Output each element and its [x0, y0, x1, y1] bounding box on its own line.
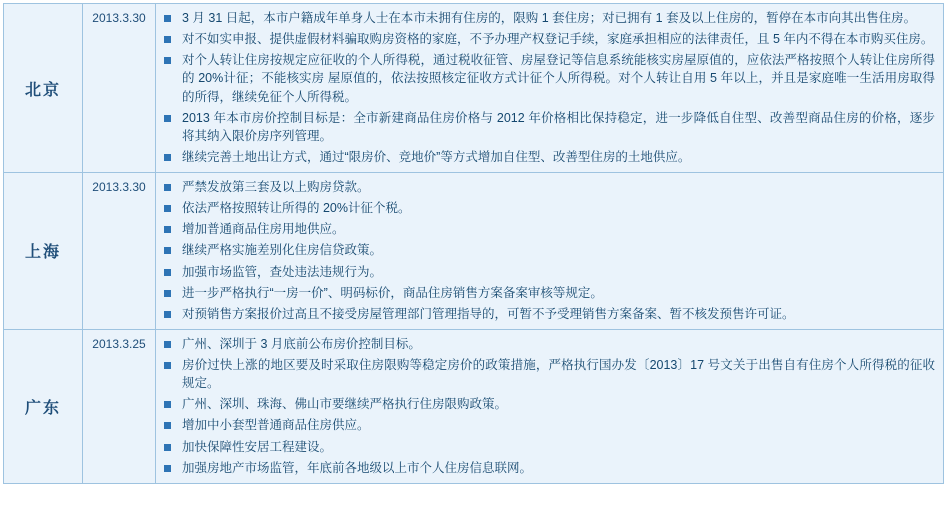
policy-content	[156, 173, 944, 330]
table-body	[4, 4, 944, 484]
housing-policy-table	[3, 3, 944, 484]
list-item	[160, 263, 935, 281]
list-item	[160, 284, 935, 302]
square-bullet-icon	[164, 247, 171, 254]
policy-list	[160, 178, 935, 323]
square-bullet-icon	[164, 401, 171, 408]
square-bullet-icon	[164, 422, 171, 429]
list-item-text: 严禁发放第三套及以上购房贷款。	[182, 180, 370, 194]
list-item-text: 加强市场监管，查处违法违规行为。	[182, 264, 383, 279]
list-item	[160, 335, 935, 353]
list-item	[160, 356, 935, 392]
list-item	[160, 178, 935, 196]
square-bullet-icon	[164, 269, 171, 276]
list-item-text: 加强房地产市场监管，年底前各地级以上市个人住房信息联网。	[182, 460, 533, 475]
list-item-text: 增加普通商品住房用地供应。	[182, 222, 345, 237]
list-item	[160, 199, 935, 217]
list-item-text: 对预销售方案报价过高且不接受房屋管理部门管理指导的，可暂不予受理销售方案备案、暂不核发预售许可证。	[182, 306, 795, 321]
list-item-text: 对个人转让住房按规定应征收的个人所得税，通过税收征管、房屋登记等信息系统能核实房屋原值的，应依法严格按照个人转让住房所得的 20%计征；不能核实房 屋原值的，依法按照核定征收方式计征个人所得税。对个人转让自用 5 年以上，并且是家庭唯一生活用房取得的所得，继续免征个人所得税。	[182, 53, 935, 104]
region-label: 上海	[4, 173, 83, 330]
square-bullet-icon	[164, 154, 171, 161]
square-bullet-icon	[164, 311, 171, 318]
list-item-text: 房价过快上涨的地区要及时采取住房限购等稳定房价的政策措施，严格执行国办发〔2013〕17 号文关于出售自有住房个人所得税的征收规定。	[182, 358, 935, 391]
square-bullet-icon	[164, 290, 171, 297]
list-item-text: 增加中小套型普通商品住房供应。	[182, 418, 370, 433]
policy-date: 2013.3.30	[83, 4, 156, 173]
list-item-text: 对不如实申报、提供虚假材料骗取购房资格的家庭，不予办理产权登记手续，家庭承担相应的法律责任，且 5 年内不得在本市购买住房。	[182, 32, 934, 47]
policy-list	[160, 9, 935, 166]
table-row	[4, 4, 944, 173]
list-item	[160, 51, 935, 105]
region-label: 广东	[4, 329, 83, 483]
square-bullet-icon	[164, 15, 171, 22]
list-item-text: 3 月 31 日起，本市户籍成年单身人士在本市未拥有住房的，限购 1 套住房；对已拥有 1 套及以上住房的，暂停在本市向其出售住房。	[182, 11, 917, 25]
list-item-text: 继续完善土地出让方式，通过“限房价、竞地价”等方式增加自住型、改善型住房的土地供应。	[182, 149, 691, 164]
list-item-text: 进一步严格执行“一房一价”、明码标价，商品住房销售方案备案审核等规定。	[182, 285, 603, 300]
square-bullet-icon	[164, 115, 171, 122]
list-item-text: 广州、深圳、珠海、佛山市要继续严格执行住房限购政策。	[182, 397, 508, 412]
list-item	[160, 109, 935, 145]
list-item-text: 依法严格按照转让所得的 20%计征个税。	[182, 201, 411, 216]
region-label: 北京	[4, 4, 83, 173]
table-row	[4, 329, 944, 483]
policy-content	[156, 4, 944, 173]
list-item-text: 2013 年本市房价控制目标是：全市新建商品住房价格与 2012 年价格相比保持稳定，进一步降低自住型、改善型商品住房的价格，逐步将其纳入限价房序列管理。	[182, 110, 935, 143]
policy-date: 2013.3.30	[83, 173, 156, 330]
list-item	[160, 305, 935, 323]
list-item-text: 加快保障性安居工程建设。	[182, 439, 333, 454]
policy-date: 2013.3.25	[83, 329, 156, 483]
policy-list	[160, 335, 935, 477]
list-item	[160, 220, 935, 238]
list-item	[160, 30, 935, 48]
square-bullet-icon	[164, 362, 171, 369]
list-item	[160, 395, 935, 413]
list-item	[160, 416, 935, 434]
list-item-text: 继续严格实施差别化住房信贷政策。	[182, 243, 383, 258]
list-item	[160, 148, 935, 166]
list-item	[160, 438, 935, 456]
list-item-text: 广州、深圳于 3 月底前公布房价控制目标。	[182, 336, 421, 351]
policy-content	[156, 329, 944, 483]
square-bullet-icon	[164, 465, 171, 472]
table-row	[4, 173, 944, 330]
square-bullet-icon	[164, 205, 171, 212]
list-item	[160, 9, 935, 27]
square-bullet-icon	[164, 36, 171, 43]
square-bullet-icon	[164, 57, 171, 64]
square-bullet-icon	[164, 226, 171, 233]
square-bullet-icon	[164, 444, 171, 451]
list-item	[160, 241, 935, 259]
square-bullet-icon	[164, 184, 171, 191]
list-item	[160, 459, 935, 477]
square-bullet-icon	[164, 341, 171, 348]
